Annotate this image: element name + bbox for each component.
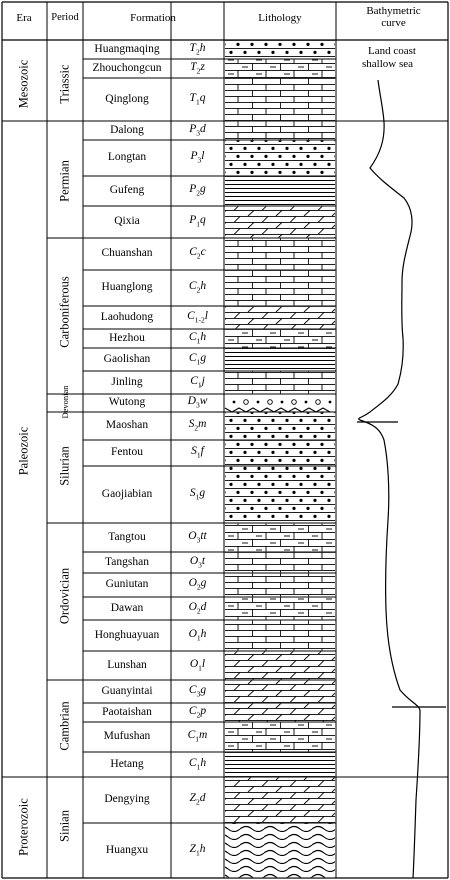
formation-name: Tangshan [105,555,149,568]
formation-code: $O_3t$ [189,554,206,569]
header-era: Era [16,12,32,24]
period-permian: Permian [57,160,72,202]
lithology-mud-pattern [225,60,335,78]
formation-name: Dawan [110,601,144,614]
lithology-lime-pattern [225,574,335,597]
formation-code: $Z_2d$ [189,792,206,807]
lithology-lime-pattern [225,372,335,394]
curve-note-shallow-sea: shallow sea [362,58,414,70]
lithology-lines-pattern [225,349,335,371]
period-ordovician: Ordovician [57,567,72,625]
formation-name: Guanyintai [101,684,153,697]
formation-name: Huangxu [105,843,149,856]
formation-code: $C_{1-2}l$ [187,309,208,324]
formation-name: Longtan [107,151,147,163]
formation-name: Fentou [111,446,143,458]
formation-name: Dalong [110,123,144,136]
formation-code: $T_2z$ [190,60,205,75]
lithology-sand-pattern [225,141,335,176]
formation-code: $P_1q$ [189,214,206,229]
lithology-mud-pattern [225,330,335,348]
period-cambrian: Cambrian [57,701,72,751]
lithology-dolo-pattern [225,207,335,238]
formation-code: $T_2h$ [189,41,206,56]
formation-name: Hetang [110,757,144,770]
formation-name: Paotaishan [102,705,152,718]
formation-name: Honghuayuan [94,628,160,641]
lithology-lime-pattern [225,271,335,306]
formation-name: Guniutan [105,578,149,590]
formation-code: $O_3tt$ [188,529,207,544]
formation-code: $Z_1h$ [189,842,206,857]
formation-code: $C_1j$ [190,374,205,389]
period-carboniferous: Carboniferous [57,276,72,348]
lithology-lines-pattern [225,753,335,777]
formation-code: $S_1f$ [191,445,204,460]
formation-code: $C_1g$ [188,351,207,366]
formation-name: Dengying [104,793,150,805]
formation-code: $C_2c$ [189,246,206,261]
formation-name: Gufeng [109,184,145,196]
formation-name: Hezhou [109,331,145,344]
lithology-lime-pattern [225,122,335,140]
lithology-sand-pattern [225,467,335,523]
lithology-lime-pattern [225,553,335,573]
bathymetric-curve [357,80,446,878]
period-triassic: Triassic [57,64,72,104]
formation-code: $O_2g$ [188,577,207,592]
lithology-dolo-pattern [225,681,335,703]
formation-name: Qixia [114,215,140,227]
formation-name: Qinglong [105,92,149,105]
lithology-lime-pattern [225,239,335,270]
formation-code: $C_2p$ [188,704,207,719]
era-proterozoic: Proterozoic [16,798,31,856]
formation-code: $C_1h$ [188,330,207,345]
lithology-wavy-pattern [225,824,335,878]
header-bathymetric: Bathymetric [366,5,421,17]
formation-code: $S_2m$ [188,418,207,433]
formation-name: Jinling [111,375,143,388]
formation-code: $O_2d$ [188,600,207,615]
formation-name: Chuanshan [101,247,153,259]
header-formation: Formation [130,12,176,24]
lithology-dolo-pattern [225,652,335,680]
formation-name: Huanglong [101,281,153,293]
lithology-mud-pattern [225,723,335,752]
header-curve: curve [381,17,406,29]
header-period: Period [51,12,79,23]
formation-code: $P_2g$ [189,183,206,198]
formation-name: Lunshan [107,658,147,671]
formation-code: $S_1g$ [189,486,206,501]
formation-code: $C_1h$ [188,756,207,771]
period-sinian: Sinian [57,810,72,842]
formation-code: $C_2h$ [188,280,207,295]
bathymetric-curve-line [359,80,420,878]
formation-code: $C_1m$ [187,729,208,744]
lithology-mud-pattern [225,598,335,620]
formation-code: $D_3w$ [187,395,208,410]
lithology-lime-pattern [225,621,335,651]
formation-code: $O_1h$ [188,627,207,642]
header-lithology: Lithology [258,12,302,24]
formation-name: Tangtou [108,530,146,543]
curve-note-land-coast: Land coast [368,45,416,57]
lithology-sand-pattern [225,413,335,440]
lithology-lime-pattern [225,79,335,121]
formation-name: Huangmaqing [94,42,160,55]
lithology-lines-pattern [225,177,335,206]
formation-name: Gaolishan [103,352,151,365]
lithology-dolo-pattern [225,307,335,329]
lithology-dolo-pattern [225,778,335,823]
formation-name: Zhouchongcun [92,61,162,74]
formation-code: $T_1q$ [189,91,206,106]
formation-name: Mufushan [103,730,151,742]
formation-code: $C_3g$ [188,683,207,698]
formation-name: Gaojiabian [101,487,153,500]
era-mesozoic: Mesozoic [16,59,31,109]
formation-code: $P_3d$ [189,122,206,137]
formation-name: Maoshan [105,419,149,431]
formation-code: $P_3l$ [190,150,205,165]
lithology-sand-pattern [225,41,335,59]
formation-code: $O_1l$ [189,657,206,672]
lithology-sand-pattern [225,441,335,466]
period-devonian: Devonian [60,385,70,419]
lithology-dolo-pattern [225,704,335,722]
period-silurian: Silurian [57,446,72,486]
era-paleozoic: Paleozoic [16,426,31,476]
formation-name: Laohudong [100,310,154,323]
lithology-mud-pattern [225,524,335,552]
formation-name: Wutong [108,396,146,408]
